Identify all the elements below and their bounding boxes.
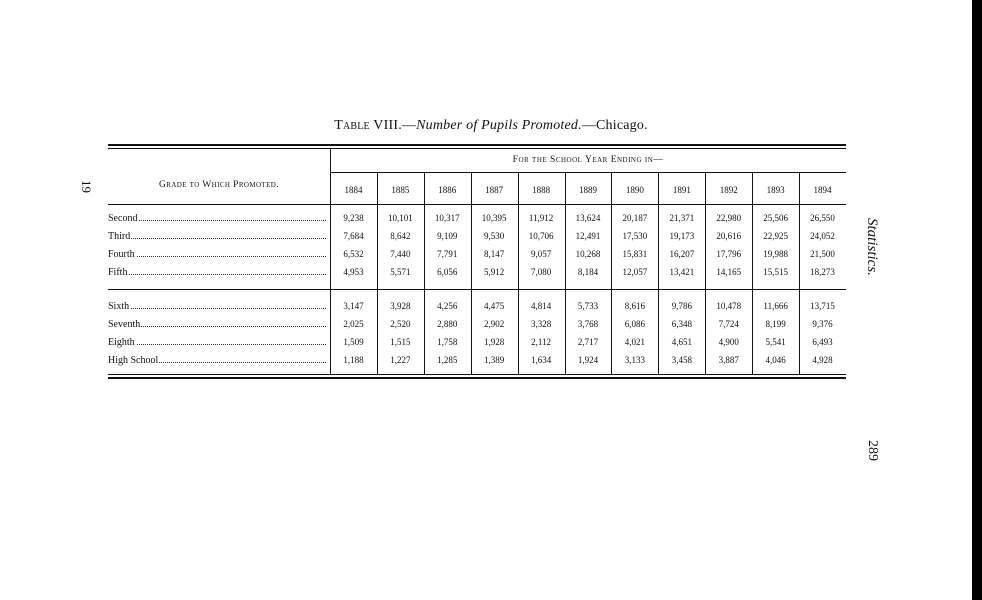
table-cell: 1,634 [530, 355, 552, 365]
year-header: 1891 [672, 185, 691, 195]
leader-dots [108, 308, 326, 309]
grade-label [108, 249, 326, 260]
row-header: Grade to Which Promoted. [158, 180, 280, 190]
table-cell: 10,395 [481, 213, 507, 223]
grade-label-text: Fifth [108, 267, 128, 278]
grade-label [108, 355, 326, 366]
table-cell: 4,256 [437, 301, 458, 311]
grade-label [108, 301, 326, 312]
year-header: 1892 [719, 185, 738, 195]
table-cell: 4,651 [671, 337, 692, 347]
table-cell: 10,268 [575, 249, 601, 259]
table-cell: 6,493 [812, 337, 833, 347]
year-header: 1884 [344, 185, 363, 195]
table-cell: 13,715 [810, 301, 835, 311]
grade-label [108, 267, 326, 278]
table-cell: 4,475 [484, 301, 505, 311]
year-header: 1885 [391, 185, 410, 195]
table-cell: 10,101 [387, 213, 413, 223]
table-cell: 15,515 [763, 267, 788, 277]
year-header: 1894 [813, 185, 832, 195]
table-cell: 4,953 [343, 267, 364, 277]
leader-dots [108, 238, 326, 239]
table-title [0, 118, 982, 134]
table-cell: 12,057 [622, 267, 648, 277]
table-cell: 8,147 [484, 249, 505, 259]
table-cell: 7,684 [343, 231, 364, 241]
table-cell: 1,285 [437, 355, 458, 365]
table-cell: 3,887 [718, 355, 739, 365]
table-cell: 6,056 [437, 267, 458, 277]
span-header: For the School Year Ending in— [512, 155, 664, 165]
table-cell: 25,506 [763, 213, 788, 223]
table-cell: 3,147 [343, 301, 364, 311]
table-cell: 1,389 [484, 355, 505, 365]
grade-label-text: Second [108, 213, 138, 224]
bottom-rule-thick [108, 377, 846, 379]
bottom-rule-thin [108, 374, 846, 375]
table-cell: 5,571 [390, 267, 411, 277]
table-cell: 7,724 [718, 319, 739, 329]
leader-dots [108, 220, 326, 221]
table-cell: 15,831 [622, 249, 648, 259]
table-cell: 6,532 [343, 249, 364, 259]
table-cell: 9,057 [530, 249, 552, 259]
table-cell: 26,550 [810, 213, 835, 223]
table-cell: 3,328 [530, 319, 552, 329]
title-place: Chicago. [596, 118, 648, 133]
grade-label [108, 337, 326, 348]
grade-label-text: Sixth [108, 301, 130, 312]
table-cell: 1,924 [577, 355, 599, 365]
table-cell: 8,642 [390, 231, 411, 241]
year-header: 1889 [578, 185, 597, 195]
table-cell: 9,376 [812, 319, 833, 329]
table-cell: 22,925 [763, 231, 788, 241]
table-cell: 4,928 [812, 355, 833, 365]
table-cell: 2,025 [343, 319, 364, 329]
table-cell: 20,187 [622, 213, 648, 223]
table-cell: 4,814 [530, 301, 552, 311]
table-cell: 5,541 [765, 337, 786, 347]
table-cell: 4,046 [765, 355, 786, 365]
table-cell: 9,530 [484, 231, 505, 241]
table-cell: 7,080 [530, 267, 552, 277]
table-cell: 3,768 [577, 319, 599, 329]
table-cell: 7,791 [437, 249, 458, 259]
grade-label-text: Eighth [108, 337, 135, 348]
table-cell: 8,616 [624, 301, 646, 311]
leader-dots [108, 274, 326, 275]
table-cell: 1,758 [437, 337, 458, 347]
table-cell: 1,188 [343, 355, 364, 365]
table-cell: 14,165 [716, 267, 742, 277]
table-cell: 2,717 [577, 337, 599, 347]
table-cell: 4,900 [718, 337, 739, 347]
table-cell: 11,666 [763, 301, 788, 311]
scan-right-edge [972, 0, 982, 600]
top-rule-thin [108, 148, 846, 149]
running-head: Statistics. [864, 218, 880, 276]
grade-label [108, 231, 326, 242]
title-dash-2: — [581, 118, 597, 133]
year-header: 1887 [485, 185, 504, 195]
table-cell: 24,052 [810, 231, 835, 241]
span-header-rule [330, 172, 846, 173]
grade-label-text: Seventh [108, 319, 141, 330]
year-header: 1888 [532, 185, 551, 195]
table-cell: 3,458 [671, 355, 692, 365]
table-cell: 21,500 [810, 249, 835, 259]
table-cell: 18,273 [810, 267, 835, 277]
grade-label-text: Third [108, 231, 131, 242]
grade-label [108, 319, 326, 330]
table-cell: 1,509 [343, 337, 364, 347]
table-cell: 20,616 [716, 231, 742, 241]
table-cell: 5,912 [484, 267, 505, 277]
table-cell: 3,133 [624, 355, 646, 365]
table-cell: 19,173 [669, 231, 695, 241]
table-cell: 12,491 [575, 231, 601, 241]
table-cell: 8,199 [765, 319, 786, 329]
year-header: 1893 [766, 185, 785, 195]
table-cell: 10,317 [434, 213, 460, 223]
table-cell: 1,227 [390, 355, 411, 365]
table-cell: 1,515 [390, 337, 411, 347]
grade-label-text: Fourth [108, 249, 135, 260]
table-cell: 10,478 [716, 301, 742, 311]
page-number: 289 [865, 440, 880, 461]
table-cell: 9,238 [343, 213, 364, 223]
table-cell: 2,112 [531, 337, 552, 347]
title-italic: Number of Pupils Promoted. [416, 118, 582, 133]
year-header: 1886 [438, 185, 457, 195]
table-cell: 5,733 [577, 301, 599, 311]
title-dash: — [401, 118, 417, 133]
top-rule-thick [108, 144, 846, 146]
grade-label [108, 213, 326, 224]
table-cell: 2,880 [437, 319, 458, 329]
table-label: Table VIII. [334, 118, 402, 133]
table-cell: 8,184 [577, 267, 599, 277]
table-cell: 9,109 [437, 231, 458, 241]
table-cell: 6,086 [624, 319, 646, 329]
table-cell: 22,980 [716, 213, 742, 223]
table-cell: 17,796 [716, 249, 742, 259]
table-cell: 10,706 [528, 231, 554, 241]
table-cell: 16,207 [669, 249, 695, 259]
table-cell: 13,624 [575, 213, 601, 223]
table-cell: 6,348 [671, 319, 692, 329]
grade-label-text: High School [108, 355, 159, 366]
table-cell: 11,912 [528, 213, 554, 223]
table-cell: 17,530 [622, 231, 648, 241]
table-cell: 9,786 [671, 301, 692, 311]
table-cell: 2,902 [484, 319, 505, 329]
table-cell: 3,928 [390, 301, 411, 311]
group-divider-rule [108, 289, 846, 290]
leader-dots [108, 256, 326, 257]
left-page-number: 19 [79, 180, 94, 193]
table-cell: 13,421 [669, 267, 695, 277]
table-cell: 4,021 [624, 337, 646, 347]
table-cell: 21,371 [669, 213, 695, 223]
table-cell: 2,520 [390, 319, 411, 329]
table-cell: 19,988 [763, 249, 788, 259]
year-header: 1890 [625, 185, 644, 195]
leader-dots [108, 344, 326, 345]
header-bottom-rule [108, 204, 846, 205]
table-cell: 7,440 [390, 249, 411, 259]
table-cell: 1,928 [484, 337, 505, 347]
